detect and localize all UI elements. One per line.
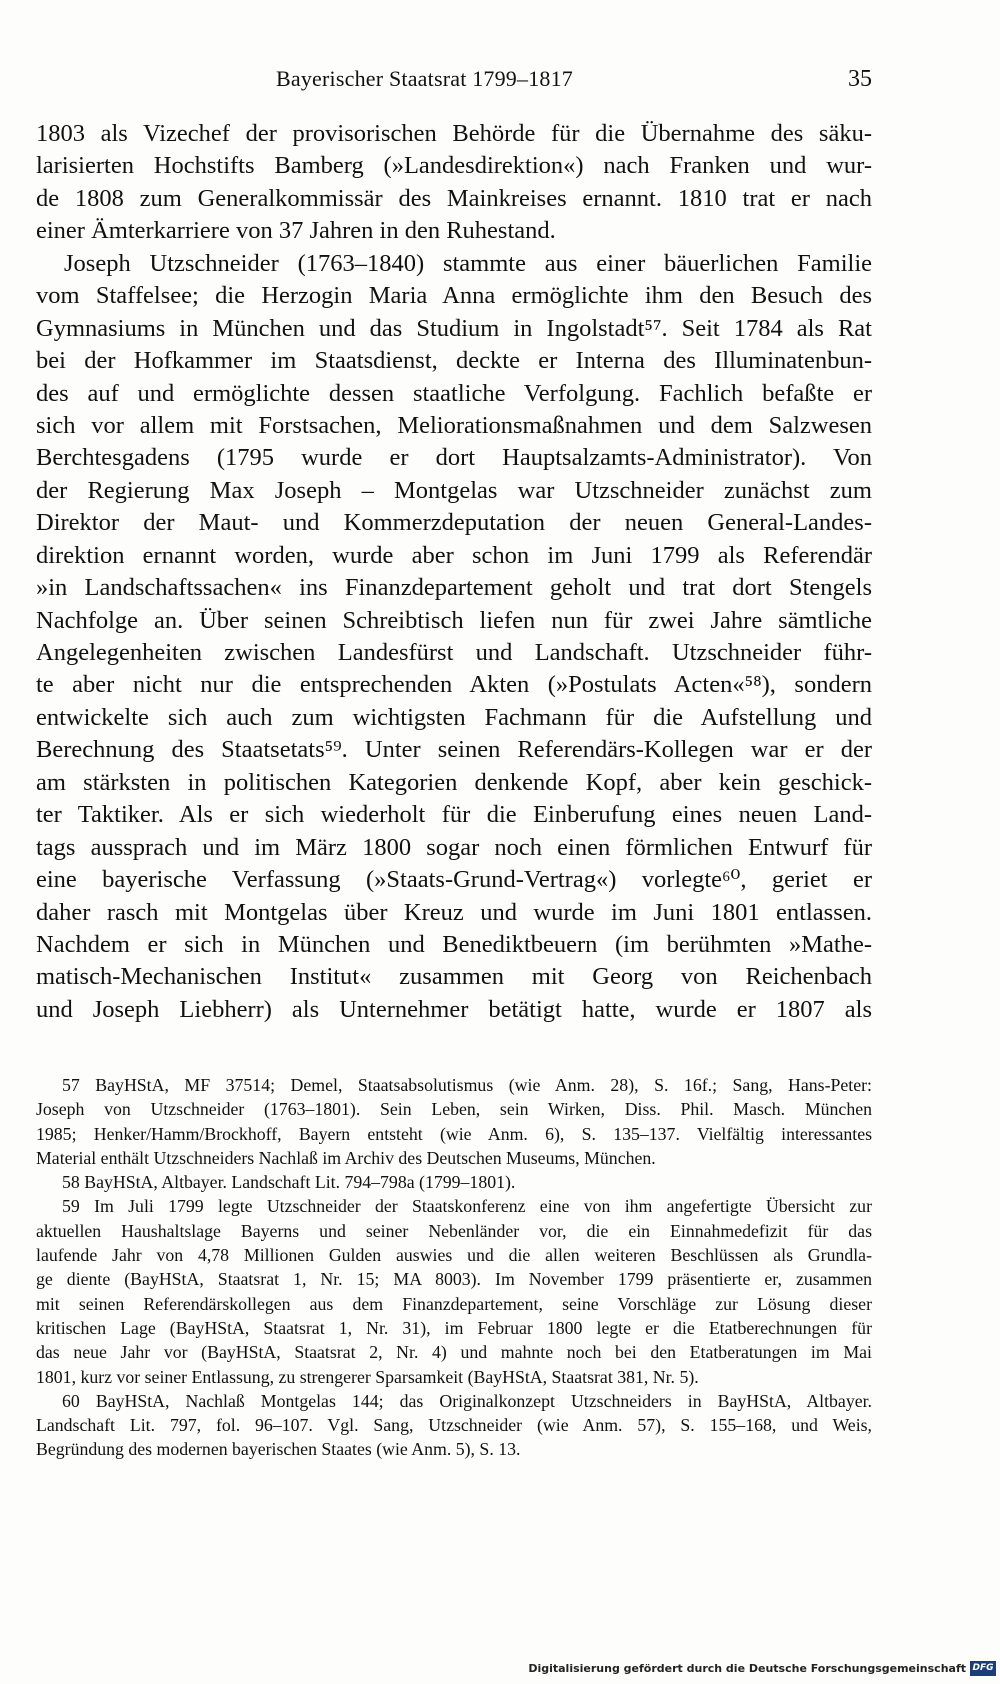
credit-text: Digitalisierung gefördert durch die Deutsche Forschungsgemeinschaft bbox=[528, 1662, 966, 1675]
body-line: entwickelte sich auch zum wichtigsten Fachmann für die Aufstellung und bbox=[36, 703, 872, 731]
running-title: Bayerischer Staatsrat 1799–1817 bbox=[276, 66, 574, 91]
digitization-credit bbox=[528, 1661, 996, 1676]
footnote-line: 59 Im Juli 1799 legte Utzschneider der Staatskonferenz eine von ihm angefertigte Übersicht zur bbox=[62, 1196, 872, 1217]
footnote-line: 58 BayHStA, Altbayer. Landschaft Lit. 794–798a (1799–1801). bbox=[62, 1172, 516, 1193]
body-line: daher rasch mit Montgelas über Kreuz und wurde im Juni 1801 entlassen. bbox=[36, 898, 872, 926]
body-line: Gymnasiums in München und das Studium in Ingolstadt⁵⁷. Seit 1784 als Rat bbox=[36, 314, 872, 342]
footnote-line: Material enthält Utzschneiders Nachlaß im Archiv des Deutschen Museums, München. bbox=[36, 1147, 656, 1168]
footnote-line: 1801, kurz vor seiner Entlassung, zu strengerer Sparsamkeit (BayHStA, Staatsrat 381, Nr. 5). bbox=[36, 1366, 699, 1387]
body-line: de 1808 zum Generalkommissär des Mainkreises ernannt. 1810 trat er nach bbox=[36, 184, 872, 212]
body-line: Angelegenheiten zwischen Landesfürst und Landschaft. Utzschneider führ- bbox=[36, 639, 872, 666]
footnote-line: 1985; Henker/Hamm/Brockhoff, Bayern entsteht (wie Anm. 6), S. 135–137. Vielfältig interessantes bbox=[36, 1123, 872, 1144]
body-line: Berchtesgadens (1795 wurde er dort Hauptsalzamts-Administrator). Von bbox=[36, 444, 872, 472]
dfg-logo: DFG bbox=[970, 1661, 996, 1676]
footnote-line: Begründung des modernen bayerischen Staates (wie Anm. 5), S. 13. bbox=[36, 1439, 521, 1460]
body-line: einer Ämterkarriere von 37 Jahren in den Ruhestand. bbox=[36, 217, 556, 245]
body-line: der Regierung Max Joseph – Montgelas war Utzschneider zunächst zum bbox=[36, 476, 872, 504]
body-line: Nachfolge an. Über seinen Schreibtisch liefen nun für zwei Jahre sämtliche bbox=[36, 606, 872, 634]
footnotes bbox=[36, 1073, 872, 1462]
body-line: direktion ernannt worden, wurde aber schon im Juni 1799 als Referendär bbox=[36, 541, 872, 569]
body-line: ter Taktiker. Als er sich wiederholt für die Einberufung eines neuen Land- bbox=[36, 801, 872, 829]
body-line: »in Landschaftssachen« ins Finanzdepartement geholt und trat dort Stengels bbox=[36, 574, 872, 602]
body-line: Direktor der Maut- und Kommerzdeputation der neuen General-Landes- bbox=[36, 509, 872, 537]
body-text bbox=[36, 118, 872, 1026]
footnote-line: Joseph von Utzschneider (1763–1801). Sein Leben, sein Wirken, Diss. Phil. Masch. München bbox=[36, 1099, 872, 1120]
running-head bbox=[36, 66, 872, 102]
body-line: 1803 als Vizechef der provisorischen Behörde für die Übernahme des säku- bbox=[36, 120, 872, 147]
footnote-line: mit seinen Referendärskollegen aus dem Finanzdepartement, seine Vorschläge zur Lösung dieser bbox=[36, 1293, 872, 1314]
body-line: des auf und ermöglichte dessen staatliche Verfolgung. Fachlich befaßte er bbox=[36, 379, 872, 407]
body-line: am stärksten in politischen Kategorien denkende Kopf, aber kein geschick- bbox=[36, 768, 872, 796]
body-line: eine bayerische Verfassung (»Staats-Grund-Vertrag«) vorlegte⁶⁰, geriet er bbox=[36, 866, 872, 894]
body-line: larisierten Hochstifts Bamberg (»Landesdirektion«) nach Franken und wur- bbox=[36, 152, 872, 180]
body-line: vom Staffelsee; die Herzogin Maria Anna ermöglichte ihm den Besuch des bbox=[36, 282, 872, 310]
footnote-line: 57 BayHStA, MF 37514; Demel, Staatsabsolutismus (wie Anm. 28), S. 16f.; Sang, Hans-Peter: bbox=[62, 1075, 872, 1095]
body-line: sich vor allem mit Forstsachen, Meliorationsmaßnahmen und dem Salzwesen bbox=[36, 411, 872, 439]
body-line: und Joseph Liebherr) als Unternehmer betätigt hatte, wurde er 1807 als bbox=[36, 995, 872, 1023]
footnote-line: das neue Jahr vor (BayHStA, Staatsrat 2, Nr. 4) und mahnte noch bei den Etatberatungen im Mai bbox=[36, 1342, 872, 1363]
body-line: Joseph Utzschneider (1763–1840) stammte aus einer bäuerlichen Familie bbox=[64, 249, 872, 277]
footnote-line: 60 BayHStA, Nachlaß Montgelas 144; das Originalkonzept Utzschneiders in BayHStA, Altbayer. bbox=[62, 1390, 872, 1411]
footnote-line: kritischen Lage (BayHStA, Staatsrat 1, Nr. 31), im Februar 1800 legte er die Etatberechnungen für bbox=[36, 1317, 872, 1338]
body-line: te aber nicht nur die entsprechenden Akten (»Postulats Acten«⁵⁸), sondern bbox=[36, 671, 872, 699]
body-line: bei der Hofkammer im Staatsdienst, deckte er Interna des Illuminatenbun- bbox=[36, 347, 872, 375]
body-line: tags aussprach und im März 1800 sogar noch einen förmlichen Entwurf für bbox=[36, 833, 872, 861]
body-line: Nachdem er sich in München und Benediktbeuern (im berühmten »Mathe- bbox=[36, 930, 872, 958]
body-line: Berechnung des Staatsetats⁵⁹. Unter seinen Referendärs-Kollegen war er der bbox=[36, 736, 872, 764]
page-number: 35 bbox=[848, 66, 872, 92]
footnote-line: ge diente (BayHStA, Staatsrat 1, Nr. 15; MA 8003). Im November 1799 präsentierte er, zusammen bbox=[36, 1269, 872, 1290]
footnote-line: laufende Jahr von 4,78 Millionen Gulden auswies und die allen weiteren Beschlüssen als Grundla- bbox=[36, 1245, 872, 1266]
body-line: matisch-Mechanischen Institut« zusammen mit Georg von Reichenbach bbox=[36, 963, 872, 991]
footnote-line: Landschaft Lit. 797, fol. 96–107. Vgl. Sang, Utzschneider (wie Anm. 57), S. 155–168, und Weis, bbox=[36, 1415, 872, 1436]
footnote-line: aktuellen Haushaltslage Bayerns und seiner Nebenländer vor, die ein Einnahmedefizit für das bbox=[36, 1220, 872, 1241]
